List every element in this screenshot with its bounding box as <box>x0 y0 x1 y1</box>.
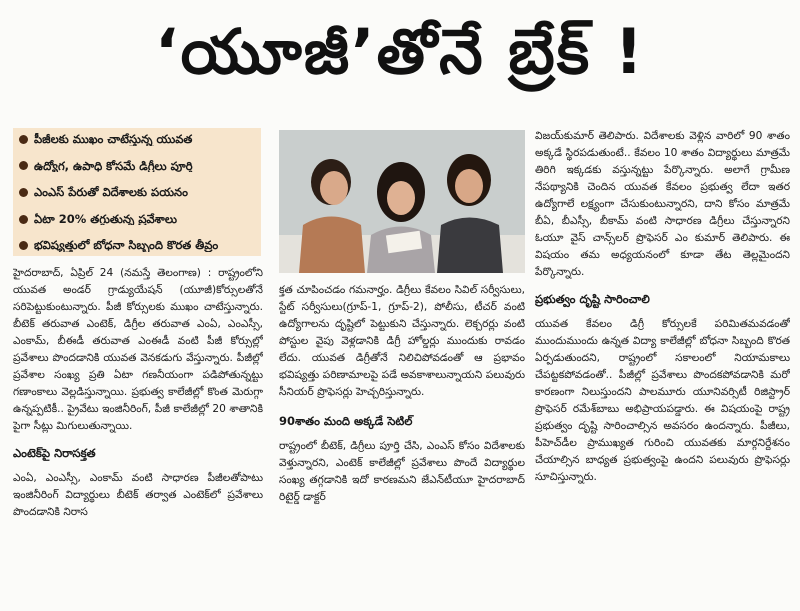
highlight-text: ఉద్యోగ, ఉపాధి కోసమే డిగ్రీలు పూర్తి <box>34 159 193 173</box>
bullet-icon <box>19 215 28 224</box>
bullet-icon <box>19 161 28 170</box>
highlight-item <box>19 133 255 146</box>
highlights-box <box>13 128 261 256</box>
article-subheading: ఎంటెక్‌పై నిరాసక్తత <box>13 446 96 460</box>
highlight-item <box>19 160 255 173</box>
highlight-item <box>19 186 255 199</box>
highlight-item <box>19 239 255 252</box>
article-column-1 <box>13 265 263 611</box>
article-paragraph: రాష్ట్రంలో బీటెక్, డిగ్రీలు పూర్తి చేసి, ఎంఎస్ కోసం విదేశాలకు వెళ్తున్నారని, ఎంటెక్ కాలేజీల్లో ప్రవేశాలు పొందే విద్యార్థుల సంఖ్య తగ్గడానికి ఇదో కారణమని జేఎన్‌టీయూ హైదరాబాద్ రిటైర్డ్ డాక్టర్ <box>279 440 525 503</box>
bullet-icon <box>19 135 28 144</box>
article-paragraph: యువత కేవలం డిగ్రీ కోర్సులకే పరిమితమవడంతో ముందుముందు ఉన్నత విద్యా కాలేజీల్లో బోధనా సిబ్బంది కొరత ఏర్పడుతుందని, రాష్ట్రంలో సకాలంలో నియామకాలు చేపట్టకపోవడంతో.. పీజీల్లో ప్రవేశాలు పొందకపోవడానికి మరో కారణంగా నిలుస్తుందని పాలమూరు యూనివర్సిటీ రిజిస్ట్రార్ ప్రొఫెసర్ రమేశ్‌బాబు అభిప్రాయపడ్డారు. ఈ విషయంపై రాష్ట్ర ప్రభుత్వం దృష్టి సారించాల్సిన అవసరం ఉందన్నారు. పీజీలు, పీహెచ్‌డీల ప్రాముఖ్యత గురించి యువతకు మార్గనిర్దేశనం చేయాల్సిన బాధ్యత ప్రభుత్వంపై ఉందని పలువురు ప్రొఫెసర్లు సూచిస్తున్నారు. <box>535 318 790 483</box>
article-subheading: ప్రభుత్వం దృష్టి సారించాలి <box>535 292 650 306</box>
highlight-text: భవిష్యత్తులో బోధనా సిబ్బంది కొరత తీవ్రం <box>34 239 219 252</box>
bullet-icon <box>19 188 28 197</box>
highlight-item <box>19 213 255 226</box>
bullet-icon <box>19 241 28 250</box>
highlight-text: పీజీలకు ముఖం చాటేస్తున్న యువత <box>34 133 193 146</box>
article-column-2 <box>279 282 525 611</box>
article-paragraph: ఎంఏ, ఎంఎస్సీ, ఎంకామ్ వంటి సాధారణ పీజీలతోపాటు ఇంజినీరింగ్ విద్యార్థులు బీటెక్ తర్వాత ఎంటెక్‌లో ప్రవేశాలు పొందడానికి నిరాస <box>13 472 263 518</box>
highlight-text: ఎంఎస్ పేరుతో విదేశాలకు పయనం <box>34 186 188 199</box>
article-column-3 <box>535 128 790 611</box>
article-paragraph: క్తత చూపించడం గమనార్హం. డిగ్రీలు కేవలం సివిల్ సర్వీసులు, స్టేట్ సర్వీసులు(గ్రూప్-1, గ్రూప్-2), పోలీసు, టీచర్ వంటి ఉద్యోగాలను దృష్టిలో పెట్టుకుని చేస్తున్నారు. లెక్చరర్లు వంటి పోస్టుల వైపు వెళ్లడానికి డిగ్రీ హోల్డర్లు ముందుకు రావడం లేదు. యువత డిగ్రీతోనే నిలిచిపోవడంతో ఆ ప్రభావం భవిష్యత్తు పరిణామాలపై పడే అవకాశాలున్నాయని పలువురు సీనియర్ ప్రొఫెసర్లు హెచ్చరిస్తున్నారు. <box>279 284 525 398</box>
highlight-text: ఏటా 20% తగ్గుతున్న ప్రవేశాలు <box>34 212 177 226</box>
students-photo <box>279 130 525 273</box>
headline: ‘యూజీ’తోనే బ్రేక్ ! <box>155 15 645 88</box>
article-subheading: 90శాతం మంది అక్కడే సెటిల్ <box>279 414 413 428</box>
article-paragraph: విజయ్‌కుమార్ తెలిపారు. విదేశాలకు వెళ్లిన వారిలో 90 శాతం అక్కడే స్థిరపడుతుంటే.. కేవలం 10 శాతం విద్యార్థులు మాత్రమే తిరిగి ఇక్కడకు వస్తున్నట్టు పేర్కొన్నారు. అలాగే గ్రామీణ నేపథ్యానికి చెందిన యువత కేవలం ప్రభుత్వ లేదా ఇతర ఉద్యోగాలే లక్ష్యంగా చేసుకుంటున్నారని, దాని కోసం మాత్రమే బీఏ, బీఎస్సీ, బీకామ్ వంటి సాధారణ డిగ్రీలు చేస్తున్నారని ఓయూ వైస్ చాన్స్‌లర్ ప్రొఫెసర్ ఎం కుమార్ తెలిపారు. ఈ విషయం తమ అధ్యయనంలో కూడా తేట తెల్లమైందని పేర్కొన్నారు. <box>535 130 790 278</box>
article-paragraph: హైదరాబాద్, ఏప్రిల్ 24 (నమస్తే తెలంగాణ) : రాష్ట్రంలోని యువత అండర్ గ్రాడ్యుయేషన్ (యూజీ)కోర్సులతోనే సరిపెట్టుకుంటున్నారు. పీజీ కోర్సులకు ముఖం చాటేస్తున్నారు. బీటెక్ తరువాత ఎంటెక్, డిగ్రీల తరువాత ఎంఏ, ఎంఎస్సీ, ఎంకామ్, బీఈడీ తరువాత ఎంఈడీ వంటి పీజీ కోర్సుల్లో ప్రవేశాలు పొందడానికి యువత వెనకడుగు వేస్తున్నారు. పీజీల్లో ప్రవేశాల సంఖ్య ప్రతి ఏటా గణనీయంగా పడిపోతున్నట్టు గణాంకాలు వెల్లడిస్తున్నాయి. ప్రభుత్వ కాలేజీల్లో కొంత మెరుగ్గా ఉన్నప్పటికీ.. ప్రైవేటు ఇంజినీరింగ్, పీజీ కాలేజీల్లో 20 శాతానికి పైగా సీట్లు మిగులుతున్నాయి. <box>13 267 263 432</box>
